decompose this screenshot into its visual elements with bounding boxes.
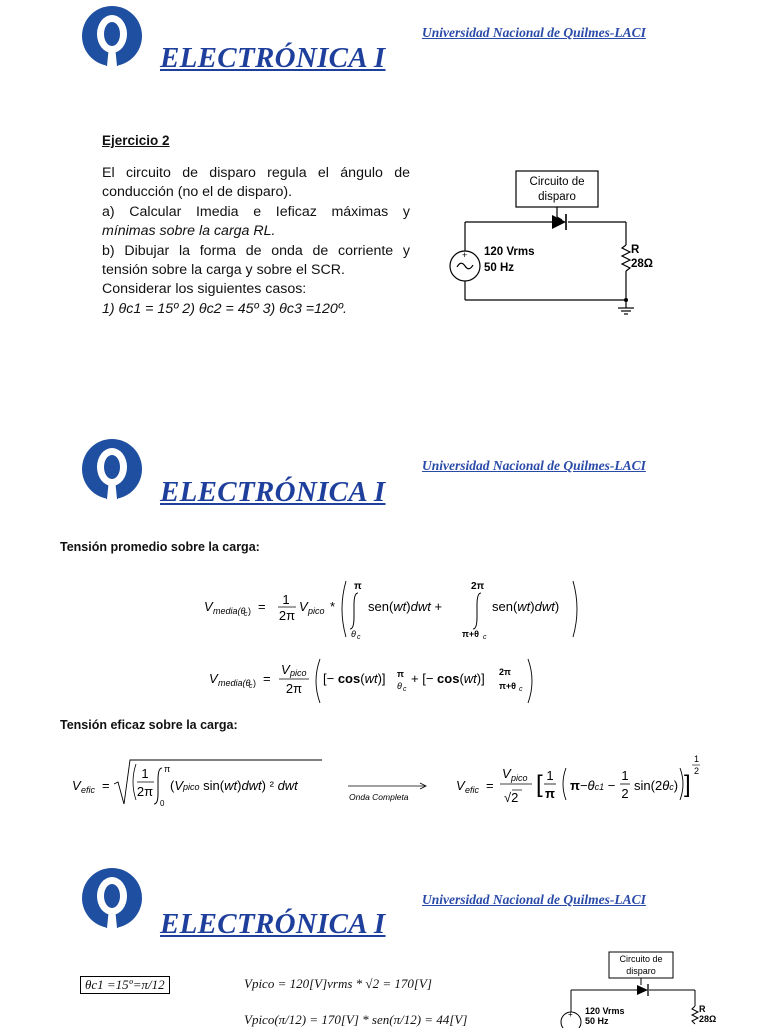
- statement-line: b) Dibujar la forma de onda de corriente y: [102, 242, 410, 259]
- ground-icon: [618, 300, 634, 314]
- svg-text:1: 1: [621, 768, 629, 783]
- svg-text:0: 0: [160, 799, 165, 808]
- institution-name: Universidad Nacional de Quilmes-LACI: [422, 458, 646, 473]
- unq-logo-icon: [76, 437, 152, 505]
- svg-text:c: c: [483, 634, 487, 641]
- page-title: ELECTRÓNICA I: [160, 476, 386, 508]
- svg-text:1: 1: [694, 754, 700, 764]
- svg-text:media(θ: media(θ: [218, 678, 251, 688]
- statement-line: 1) θc1 = 15º 2) θc2 = 45º 3) θc3 =120º.: [102, 300, 347, 317]
- svg-text:π: π: [545, 786, 555, 801]
- svg-text:pico: pico: [308, 606, 325, 616]
- svg-text:c: c: [357, 634, 361, 641]
- source-voltage-label: 120 Vrms: [585, 1006, 625, 1016]
- svg-text:√2: √2: [504, 790, 519, 805]
- angle-box: θc1 =15º=π/12: [80, 976, 170, 994]
- svg-text:2: 2: [621, 786, 629, 801]
- scr-icon: [552, 215, 566, 229]
- onda-completa-label: Onda Completa: [349, 792, 409, 802]
- statement-line: tensión sobre la carga y sobre el SCR.: [102, 262, 345, 279]
- svg-text:V: V: [209, 671, 218, 686]
- svg-text:+: +: [568, 1010, 573, 1019]
- resistor-name-label: R: [699, 1004, 706, 1014]
- svg-text:π−θc1 −: π−θc1 −: [570, 778, 616, 793]
- svg-text:(Vpico sin(wt)dwt) ² dwt: (Vpico sin(wt)dwt) ² dwt: [170, 778, 298, 793]
- svg-text:c: c: [244, 611, 248, 618]
- page-title: ELECTRÓNICA I: [160, 908, 386, 940]
- avg-voltage-heading: Tensión promedio sobre la carga:: [60, 540, 260, 554]
- trigger-label-1: Circuito de: [619, 954, 663, 964]
- svg-text:1: 1: [546, 768, 554, 783]
- svg-text:c: c: [519, 686, 523, 693]
- svg-text:efic: efic: [81, 785, 96, 795]
- svg-text:V: V: [502, 766, 511, 781]
- svg-text:π: π: [397, 669, 404, 679]
- vmedia-integral-equation: [200, 575, 590, 643]
- svg-text:V: V: [281, 662, 290, 677]
- exercise-heading: Ejercicio 2: [102, 133, 170, 148]
- resistor-value-label: 28Ω: [631, 258, 654, 270]
- svg-text:pico: pico: [511, 773, 528, 783]
- svg-text:[: [: [536, 771, 543, 798]
- statement-line: a) Calcular Imedia e Ieficaz máximas y: [102, 203, 410, 220]
- source-frequency-label: 50 Hz: [585, 1016, 609, 1026]
- scr-circuit-diagram: [440, 165, 654, 320]
- svg-text:+: +: [462, 250, 468, 260]
- resistor-value-label: 28Ω: [699, 1014, 717, 1024]
- trigger-label-1: Circuito de: [529, 176, 585, 188]
- source-voltage-label: 120 Vrms: [484, 246, 535, 258]
- trigger-label-2: disparo: [626, 966, 656, 976]
- svg-text:+ [− cos(wt)]: + [− cos(wt)]: [411, 671, 485, 686]
- svg-text:2π: 2π: [471, 581, 485, 592]
- page-title: ELECTRÓNICA I: [160, 42, 386, 74]
- svg-text:*: *: [330, 599, 336, 614]
- resistor-name-label: R: [631, 244, 640, 256]
- svg-text:=: =: [258, 599, 266, 614]
- svg-text:2π: 2π: [499, 667, 511, 677]
- statement-line: Considerar los siguientes casos:: [102, 281, 307, 298]
- svg-text:V: V: [456, 778, 465, 793]
- vpico-equation: Vpico = 120[V]vrms * √2 = 170[V]: [244, 976, 432, 991]
- svg-text:π: π: [164, 764, 171, 774]
- svg-text:efic: efic: [465, 785, 480, 795]
- resistor-icon: [622, 245, 630, 271]
- vefic-equation: [70, 750, 710, 814]
- svg-text:1: 1: [141, 766, 149, 781]
- svg-text:1: 1: [282, 592, 290, 607]
- svg-text:2π: 2π: [278, 608, 296, 623]
- svg-text:V: V: [204, 599, 213, 614]
- svg-text:π: π: [354, 581, 362, 592]
- trigger-label-2: disparo: [538, 191, 576, 203]
- svg-text:): ): [253, 678, 256, 688]
- svg-text:θ: θ: [351, 629, 356, 639]
- svg-text:V: V: [299, 599, 308, 614]
- svg-text:V: V: [72, 778, 81, 793]
- rms-voltage-heading: Tensión eficaz sobre la carga:: [60, 718, 238, 732]
- svg-text:c: c: [249, 683, 253, 690]
- svg-text:π+θ: π+θ: [499, 681, 517, 691]
- svg-text:=: =: [263, 671, 271, 686]
- exercise-statement: [102, 164, 410, 319]
- unq-logo-icon: [76, 866, 152, 934]
- svg-text:=: =: [102, 778, 110, 793]
- svg-text:c: c: [403, 686, 407, 693]
- svg-text:): ): [248, 606, 251, 616]
- svg-text:=: =: [486, 778, 494, 793]
- vmedia-evaluated-equation: [205, 655, 545, 707]
- svg-text:sen(wt)dwt +: sen(wt)dwt +: [368, 599, 443, 614]
- svg-text:]: ]: [684, 771, 691, 798]
- unq-logo-icon: [76, 4, 152, 72]
- statement-line: El circuito de disparo regula el ángulo de: [102, 165, 410, 181]
- svg-text:2π: 2π: [285, 681, 303, 696]
- institution-name: Universidad Nacional de Quilmes-LACI: [422, 25, 646, 40]
- svg-text:2: 2: [694, 766, 700, 776]
- scr-circuit-diagram-small: [555, 950, 715, 1024]
- svg-text:sin(2θc): sin(2θc): [634, 778, 679, 793]
- svg-text:θ: θ: [397, 681, 402, 691]
- svg-text:sen(wt)dwt): sen(wt)dwt): [492, 599, 560, 614]
- svg-text:[− cos(wt)]: [− cos(wt)]: [323, 671, 386, 686]
- svg-text:pico: pico: [290, 668, 307, 678]
- source-frequency-label: 50 Hz: [484, 262, 515, 274]
- statement-line: mínimas sobre la carga RL.: [102, 223, 276, 240]
- institution-name: Universidad Nacional de Quilmes-LACI: [422, 892, 646, 907]
- svg-text:π+θ: π+θ: [462, 629, 480, 639]
- svg-text:2π: 2π: [136, 784, 154, 799]
- statement-line: conducción (no el de disparo).: [102, 184, 293, 201]
- svg-text:media(θ: media(θ: [213, 606, 246, 616]
- vmedia-value-equation: Vpico(π/12) = 170[V] * sen(π/12) = 44[V]: [244, 1012, 468, 1027]
